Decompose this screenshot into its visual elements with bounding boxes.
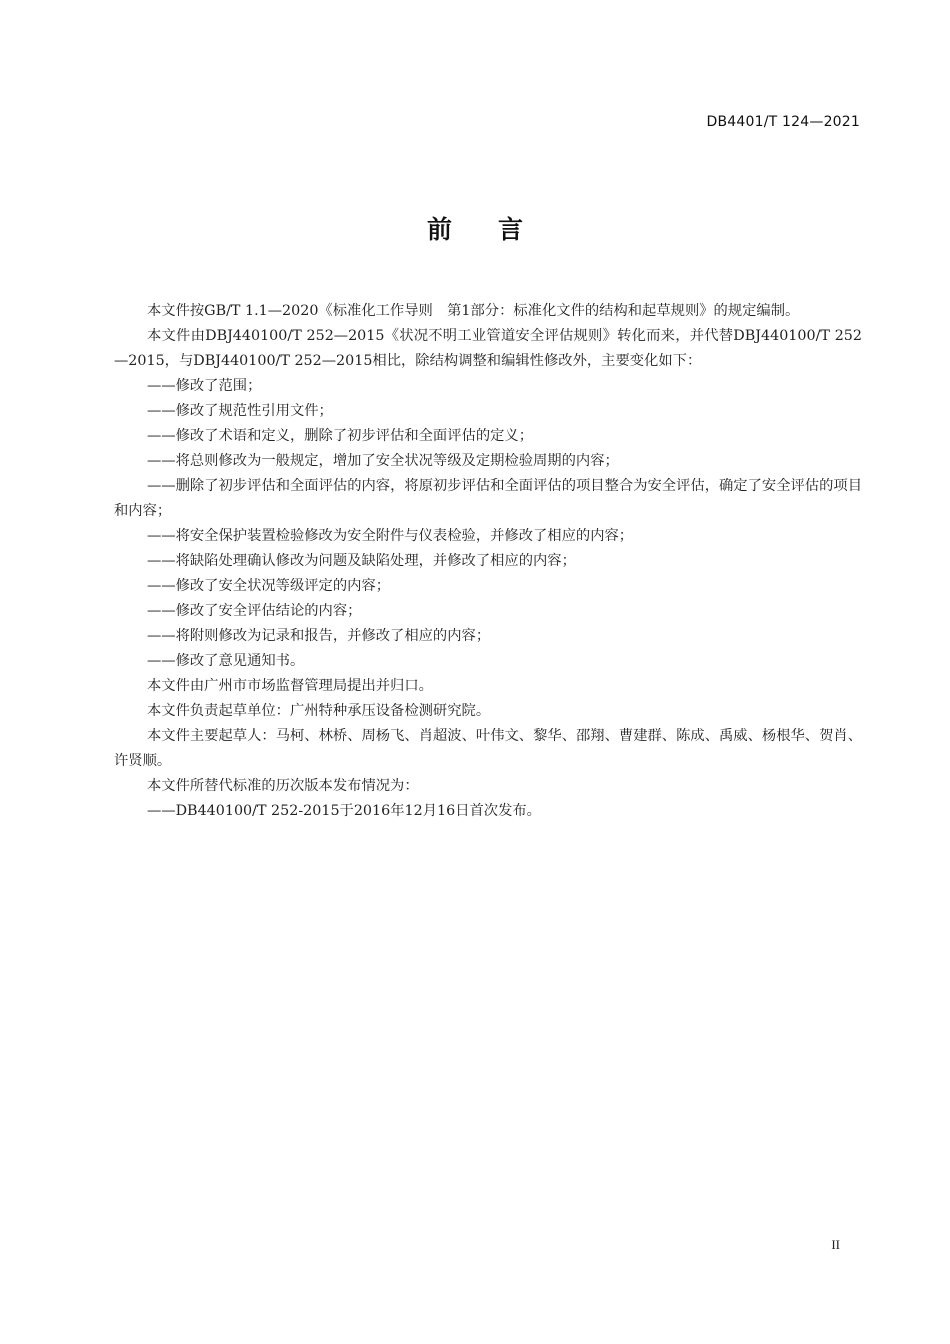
paragraph: 本文件由广州市市场监督管理局提出并归口。 <box>147 678 433 694</box>
list-item: ——修改了安全状况等级评定的内容； <box>147 578 391 594</box>
page-number: II <box>831 1237 840 1252</box>
list-item: ——修改了规范性引用文件； <box>147 403 333 419</box>
list-item: ——删除了初步评估和全面评估的内容，将原初步评估和全面评估的项目整合为安全评估，确定了安全评估的项目和内容； <box>114 478 862 519</box>
list-item: ——修改了意见通知书。 <box>147 653 305 669</box>
paragraph: 本文件所替代标准的历次版本发布情况为： <box>147 778 419 794</box>
list-item: ——将附则修改为记录和报告，并修改了相应的内容； <box>147 628 491 644</box>
paragraph: 本文件由DBJ440100/T 252—2015《状况不明工业管道安全评估规则》转化而来，并代替DBJ440100/T 252—2015，与DBJ440100/T 252—2015相比，除结构调整和编辑性修改外，主要变化如下： <box>114 328 862 369</box>
page-title: 前言 <box>426 215 569 244</box>
foreword-body <box>114 299 862 824</box>
list-item: ——将总则修改为一般规定，增加了安全状况等级及定期检验周期的内容； <box>147 453 619 469</box>
standard-code: DB4401/T 124—2021 <box>706 114 860 130</box>
list-item: ——修改了术语和定义，删除了初步评估和全面评估的定义； <box>147 428 534 444</box>
paragraph: 本文件负责起草单位：广州特种承压设备检测研究院。 <box>147 703 491 719</box>
list-item: ——DB440100/T 252-2015于2016年12月16日首次发布。 <box>147 803 541 819</box>
list-item: ——将安全保护装置检验修改为安全附件与仪表检验，并修改了相应的内容； <box>147 528 634 544</box>
paragraph: 本文件按GB/T 1.1—2020《标准化工作导则 第1部分：标准化文件的结构和起草规则》的规定编制。 <box>147 303 800 319</box>
list-item: ——将缺陷处理确认修改为问题及缺陷处理，并修改了相应的内容； <box>147 553 576 569</box>
paragraph: 本文件主要起草人：马柯、林桥、周杨飞、肖超波、叶伟文、黎华、邵翔、曹建群、陈成、禹威、杨根华、贺肖、许贤顺。 <box>114 728 862 769</box>
list-item: ——修改了范围； <box>147 378 262 394</box>
list-item: ——修改了安全评估结论的内容； <box>147 603 362 619</box>
